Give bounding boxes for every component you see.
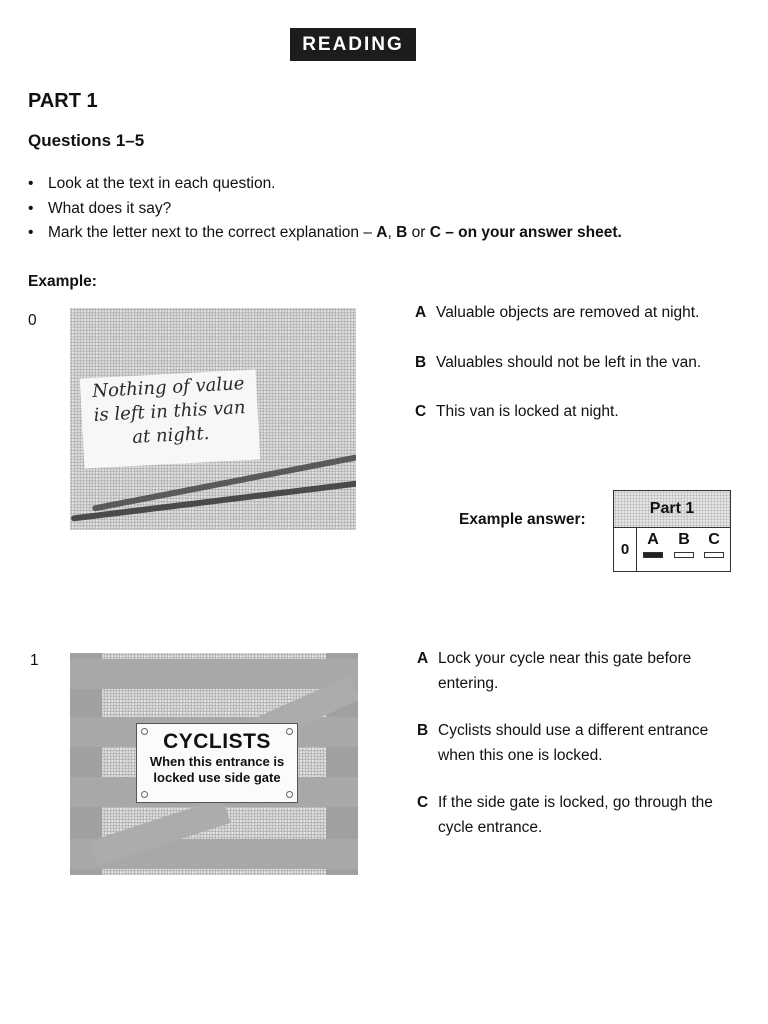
van-window-photo: [70, 308, 356, 530]
instruction-item: [28, 221, 622, 246]
answer-choice-c: C: [703, 531, 725, 558]
instruction-item: [28, 197, 622, 222]
example-number: 0: [28, 312, 37, 329]
screw-icon: [141, 728, 148, 735]
answer-bubble-empty: [674, 552, 694, 558]
answer-row-number: 0: [614, 527, 637, 571]
sign-title: CYCLISTS: [163, 730, 271, 753]
gate-rail: [70, 659, 358, 689]
option-item: C This van is locked at night.: [415, 403, 619, 420]
instruction-text: What does it say?: [48, 199, 172, 217]
gate-photo: [70, 653, 358, 875]
instruction-text: Mark the letter next to the correct explanation – A, B or C – on your answer sheet.: [48, 224, 622, 241]
bullet-icon: •: [28, 224, 34, 241]
option-item: B Valuables should not be left in the van.: [415, 354, 702, 371]
part-title: PART 1: [28, 90, 98, 112]
option-item: A Lock your cycle near this gate before entering.: [417, 650, 692, 692]
sign-line: When this entrance is: [149, 754, 285, 769]
instruction-item: [28, 172, 622, 197]
reading-header-badge: READING: [290, 28, 416, 61]
answer-sheet-part: Part 1: [614, 491, 730, 528]
questions-title: Questions 1–5: [28, 131, 145, 150]
van-sign-line: at night.: [131, 422, 210, 448]
instructions-list: [28, 172, 622, 246]
example-options: [415, 300, 701, 424]
answer-bubble-filled: [643, 552, 663, 558]
option-item: C If the side gate is locked, go through the cycle entrance.: [417, 794, 713, 836]
van-sign-line: Nothing of value: [91, 373, 245, 403]
example-answer-label: Example answer:: [459, 511, 586, 528]
answer-bubble-empty: [704, 552, 724, 558]
bullet-icon: •: [28, 175, 34, 192]
van-sign-note: [80, 369, 260, 468]
option-item: A Valuable objects are removed at night.: [415, 304, 700, 321]
screw-icon: [286, 791, 293, 798]
screw-icon: [286, 728, 293, 735]
answer-choice-a: A: [642, 531, 664, 558]
van-sign-line: is left in this van: [93, 397, 246, 426]
example-label: Example:: [28, 273, 97, 290]
answer-choice-b: B: [673, 531, 695, 558]
cyclists-sign: [136, 723, 298, 803]
question-1-options: [417, 646, 747, 840]
instruction-text: Look at the text in each question.: [48, 175, 276, 192]
answer-sheet-box: [613, 490, 731, 572]
question-number: 1: [30, 652, 39, 669]
sign-line: locked use side gate: [153, 770, 281, 785]
bullet-icon: •: [28, 199, 34, 217]
option-item: B Cyclists should use a different entrance when this one is locked.: [417, 722, 709, 764]
screw-icon: [141, 791, 148, 798]
